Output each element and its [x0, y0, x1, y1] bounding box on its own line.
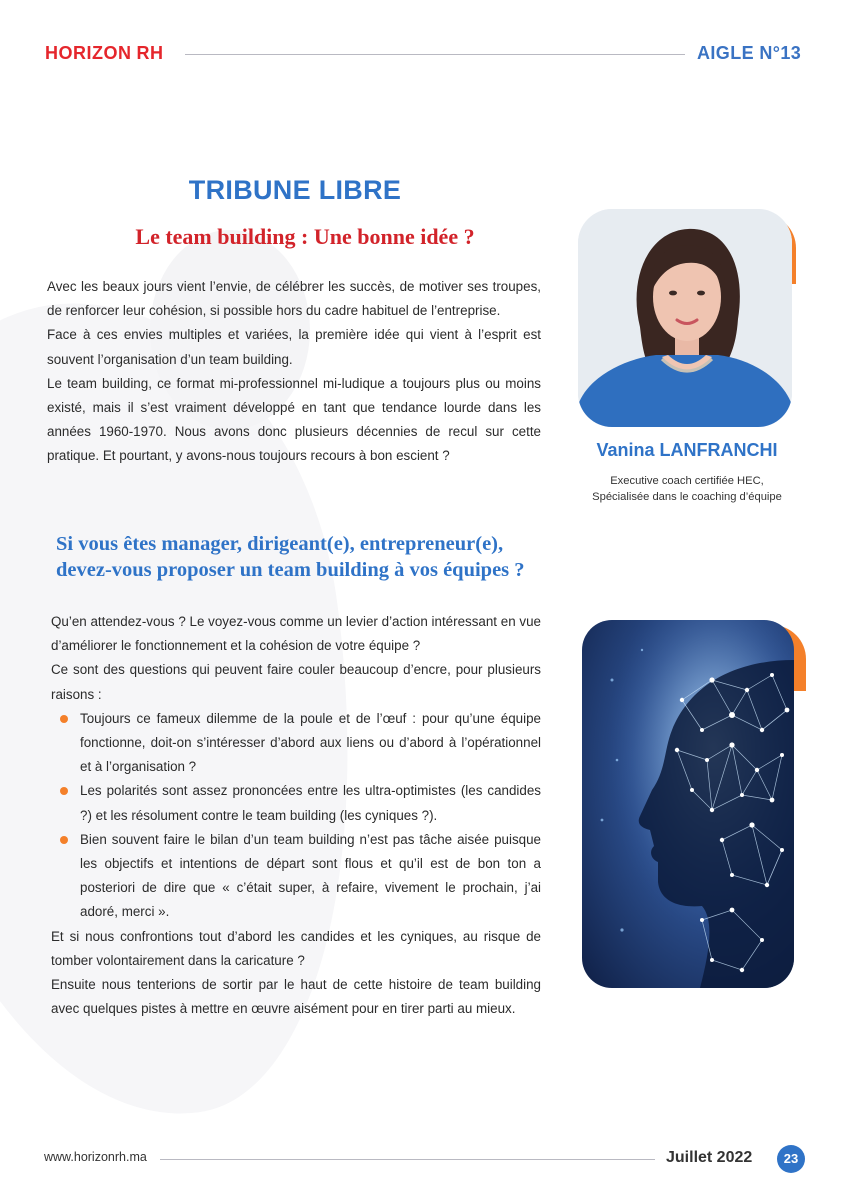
- author-name: Vanina LANFRANCHI: [596, 440, 778, 460]
- header-divider: [185, 54, 685, 55]
- body-paragraph: Et si nous confrontions tout d’abord les candides et les cyniques, au risque de tomber volontairement dans la caricature ?: [51, 928, 541, 968]
- body-paragraph: Ensuite nous tenterions de sortir par le haut de cette histoire de team building avec quelques pistes à mettre en œuvre aisément pour en tirer parti au mieux.: [51, 977, 541, 1017]
- list-item-text: Toujours ce fameux dilemme de la poule et de l’œuf : pour qu’une équipe fonctionne, doit-on s’intéresser d’abord aux liens ou d’abord à l’opérationnel et à l’organisation ?: [80, 710, 541, 775]
- bullet-list: [51, 707, 541, 925]
- intro-paragraph: Le team building, ce format mi-professionnel mi-ludique a toujours plus ou moins existé, mais il s’est vraiment développé en tant que tendance lourde dans les années 1960-1970. Nous avons donc plusieurs décennies de recul sur cette pratique. Et pourtant, y avons-nous toujours recours à bon escient ?: [47, 375, 541, 464]
- section-heading: [56, 532, 556, 583]
- brand-word: HORIZON: [45, 43, 132, 63]
- list-item: [51, 707, 541, 780]
- page-number-badge: 23: [777, 1145, 805, 1173]
- bullet-dot-icon: [60, 787, 68, 795]
- body-text: [51, 610, 541, 1021]
- issue-number: AIGLE N°13: [697, 43, 802, 63]
- page-title: TRIBUNE LIBRE: [188, 175, 402, 205]
- list-item: [51, 828, 541, 925]
- intro-paragraph: Face à ces envies multiples et variées, la première idée qui vient à l’esprit est souvent l’organisation d’un team building.: [47, 327, 541, 367]
- network-head-illustration: [582, 620, 794, 988]
- author-photo: [578, 209, 792, 427]
- brand-logo: [45, 43, 164, 64]
- author-photo-frame: [578, 209, 792, 427]
- body-paragraph: Qu’en attendez-vous ? Le voyez-vous comme un levier d’action intéressant en vue d’améliorer le fonctionnement et la cohésion de votre équipe ?: [51, 614, 541, 654]
- section-heading-line: devez-vous proposer un team building à vos équipes ?: [56, 558, 525, 581]
- list-item-text: Les polarités sont assez prononcées entre les ultra-optimistes (les candides ?) et les résolument contre le team building (les cyniques ?).: [80, 783, 541, 823]
- bullet-dot-icon: [60, 836, 68, 844]
- footer-date: Juillet 2022: [666, 1149, 753, 1166]
- body-paragraph: Ce sont des questions qui peuvent faire couler beaucoup d’encre, pour plusieurs raisons :: [51, 662, 541, 702]
- article-subtitle: Le team building : Une bonne idée ?: [135, 224, 475, 249]
- brand-suffix: RH: [136, 43, 164, 63]
- intro-text: [47, 275, 541, 469]
- author-role-line: Executive coach certifiée HEC,: [610, 475, 764, 487]
- author-role-line: Spécialisée dans le coaching d’équipe: [592, 490, 782, 503]
- intro-paragraph: Avec les beaux jours vient l’envie, de célébrer les succès, de motiver ses troupes, de renforcer leur cohésion, si possible hors du cadre habituel de l’entreprise.: [47, 279, 541, 319]
- footer-website: www.horizonrh.ma: [44, 1150, 147, 1164]
- ai-head-image-frame: [582, 620, 800, 988]
- bullet-dot-icon: [60, 715, 68, 723]
- section-heading-line: Si vous êtes manager, dirigeant(e), entrepreneur(e),: [56, 533, 504, 555]
- author-role: [560, 474, 814, 505]
- ai-head-image: [582, 620, 794, 988]
- list-item-text: Bien souvent faire le bilan d’un team building n’est pas tâche aisée puisque les objectifs et intentions de départ sont flous et qu’il est de bon ton a posteriori de dire que « c’était super, à refaire, vivement le prochain, j’ai adoré, merci ».: [80, 831, 541, 920]
- list-item: [51, 779, 541, 827]
- footer-divider: [160, 1159, 655, 1160]
- portrait-illustration: [578, 209, 792, 427]
